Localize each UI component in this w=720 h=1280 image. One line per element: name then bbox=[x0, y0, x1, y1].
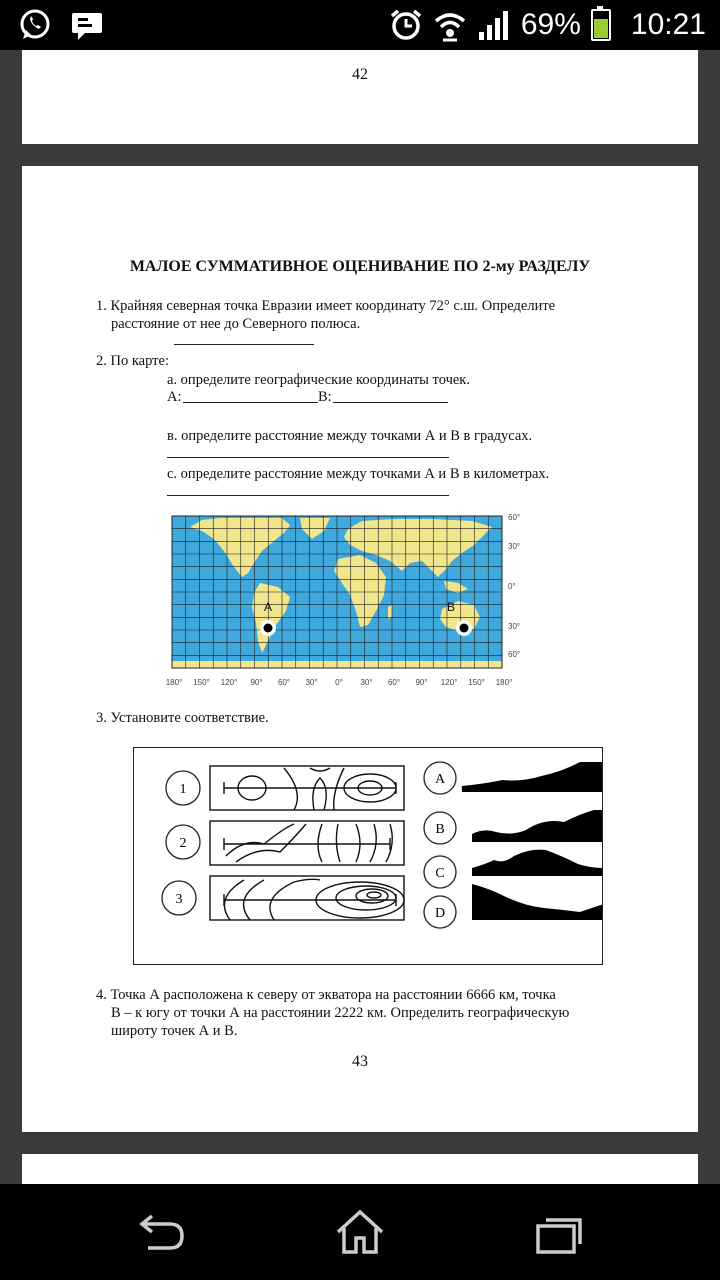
world-map bbox=[162, 511, 522, 691]
map-lon-label: 150° bbox=[468, 678, 485, 687]
page-title: МАЛОЕ СУММАТИВНОЕ ОЦЕНИВАНИЕ ПО 2-му РАЗДЕЛУ bbox=[129, 258, 591, 275]
map-lon-label: 120° bbox=[440, 678, 458, 687]
signal-icon bbox=[477, 8, 511, 42]
map-lon-label: 60° bbox=[387, 678, 401, 687]
map-lat-label: 0° bbox=[508, 582, 516, 591]
recents-button[interactable] bbox=[530, 1208, 590, 1258]
profile-b bbox=[472, 810, 602, 842]
number-2: 2 bbox=[179, 836, 187, 851]
map-lon-label: 90° bbox=[415, 678, 428, 687]
whatsapp-icon bbox=[18, 8, 52, 42]
question-2a: а. определите географические координаты точек. bbox=[167, 372, 470, 388]
question-3-title: 3. Установите соответствие. bbox=[96, 710, 269, 726]
map-lon-label: 120° bbox=[220, 678, 238, 687]
home-icon bbox=[330, 1208, 390, 1258]
question-4-line-2: В – к югу от точки А на расстоянии 2222 км. Определить географическую bbox=[111, 1005, 570, 1021]
map-lon-label: 30° bbox=[360, 678, 373, 687]
page-43 bbox=[22, 166, 698, 1132]
map-point-b-label: B bbox=[447, 600, 456, 614]
answer-line-b bbox=[333, 402, 448, 403]
wifi-icon bbox=[433, 8, 467, 42]
letter-b: B bbox=[435, 822, 445, 837]
home-button[interactable] bbox=[330, 1208, 390, 1258]
map-lon-label: 0° bbox=[335, 678, 343, 687]
map-lat-label: 60° bbox=[508, 650, 521, 659]
question-1-line-1: 1. Крайняя северная точка Евразии имеет координату 72° с.ш. Определите bbox=[96, 298, 556, 314]
question-4-line-3: широту точек А и В. bbox=[111, 1023, 238, 1039]
navigation-bar bbox=[0, 1184, 720, 1280]
question-2c: с. определите расстояние между точками А и В в километрах. bbox=[167, 466, 550, 482]
map-point-a-label: A bbox=[264, 600, 273, 614]
recents-icon bbox=[530, 1208, 590, 1258]
profile-d bbox=[472, 884, 602, 920]
number-1: 1 bbox=[179, 782, 187, 797]
answer-line-a bbox=[183, 402, 318, 403]
page-42 bbox=[22, 50, 698, 144]
clock: 10:21 bbox=[630, 8, 706, 41]
map-lon-label: 60° bbox=[277, 678, 291, 687]
back-button[interactable] bbox=[130, 1208, 190, 1258]
letter-c: C bbox=[435, 866, 445, 881]
matching-figure bbox=[133, 747, 603, 965]
map-lon-label: 30° bbox=[305, 678, 318, 687]
map-lon-label: 150° bbox=[193, 678, 210, 687]
number-3: 3 bbox=[175, 892, 183, 907]
answer-line-1 bbox=[174, 344, 314, 345]
message-icon bbox=[70, 8, 104, 42]
question-2-title: 2. По карте: bbox=[96, 353, 169, 369]
profile-a bbox=[462, 762, 602, 792]
letter-a: A bbox=[434, 772, 446, 787]
profile-c bbox=[472, 850, 602, 876]
question-2a-label-b: В: bbox=[318, 389, 332, 405]
letter-d: D bbox=[434, 906, 446, 921]
page-number-42: 42 bbox=[352, 66, 368, 83]
map-lon-label: 180° bbox=[165, 678, 183, 687]
question-2b: в. определите расстояние между точками А и В в градусах. bbox=[167, 428, 533, 444]
alarm-icon bbox=[389, 8, 423, 42]
page-number-43: 43 bbox=[352, 1053, 368, 1070]
question-1-line-2: расстояние от нее до Северного полюса. bbox=[111, 316, 361, 332]
page-44 bbox=[22, 1154, 698, 1184]
map-lon-label: 90° bbox=[250, 678, 263, 687]
question-4-line-1: 4. Точка А расположена к северу от экватора на расстоянии 6666 км, точка bbox=[96, 987, 556, 1003]
map-lon-label: 180° bbox=[495, 678, 513, 687]
back-icon bbox=[130, 1208, 190, 1258]
battery-percent: 69% bbox=[520, 8, 581, 41]
map-lat-label: 30° bbox=[508, 542, 521, 551]
status-bar bbox=[0, 0, 720, 50]
question-2a-label-a: А: bbox=[167, 389, 182, 405]
map-lat-label: 60° bbox=[508, 513, 521, 522]
map-lat-label: 30° bbox=[508, 622, 521, 631]
answer-line-2c bbox=[167, 495, 449, 496]
battery-icon bbox=[591, 9, 611, 41]
answer-line-2b bbox=[167, 457, 449, 458]
